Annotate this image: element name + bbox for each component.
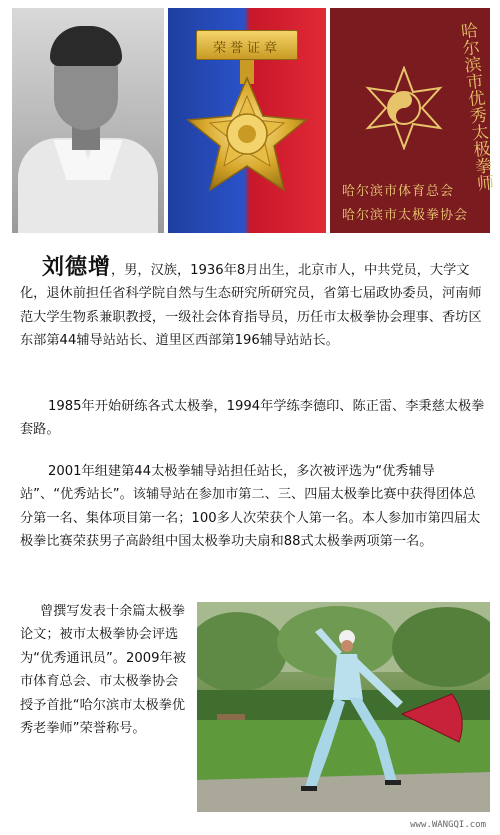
taichi-practice-scene — [197, 602, 490, 812]
biography-paragraph-1 — [20, 256, 486, 353]
biography-text: ，男，汉族，1936年8月出生，北京市人，中共党员，大学文化，退休前担任省科学院自然与生态研究所研究员，省第七届政协委员，河南师范大学生物系兼职教授，一级社会体育指导员，历任市太极拳协会理事、香坊区东部第44辅导站站长、道里区西部第196辅导站站长。 — [20, 263, 482, 349]
medal-bar — [196, 30, 298, 60]
certificate-org-2: 哈尔滨市太极拳协会 — [342, 208, 469, 223]
biography-paragraph-2: 1985年开始研练各式太极拳，1994年学练李德印、陈正雷、李秉慈太极拳套路。 — [20, 399, 485, 438]
certificate-photo — [330, 8, 494, 233]
honor-medal-photo — [168, 8, 326, 233]
site-watermark: www.WANGQI.com — [410, 820, 486, 830]
certificate-org-1: 哈尔滨市体育总会 — [342, 184, 455, 199]
biography-paragraph-4: 曾撰写发表十余篇太极拳论文；被市太极拳协会评选为“优秀通讯员”。2009年被市体育总会、市太极拳协会授予首批“哈尔滨市太极拳优秀老拳师”荣誉称号。 — [20, 604, 186, 737]
certificate-emblem — [362, 66, 446, 150]
header-photo-strip — [0, 0, 500, 233]
portrait-photo — [12, 8, 164, 233]
biography-paragraph-3: 2001年组建第44太极拳辅导站担任站长，多次被评选为“优秀辅导站”、“优秀站长”。该辅导站在参加市第二、三、四届太极拳比赛中获得团体总分第一名、集体项目第一名；100多人次荣获个人第一名。本人参加市第四届太极拳比赛荣获男子高龄组中国太极拳功夫扇和88式太极拳两项第一名。 — [20, 464, 481, 550]
medal-bar-text: 荣誉证章 — [212, 41, 281, 56]
certificate-title: 哈尔滨市优秀太极拳师 — [456, 21, 494, 193]
person-name: 刘德增 — [42, 255, 112, 280]
taichi-action-photo — [197, 602, 490, 812]
